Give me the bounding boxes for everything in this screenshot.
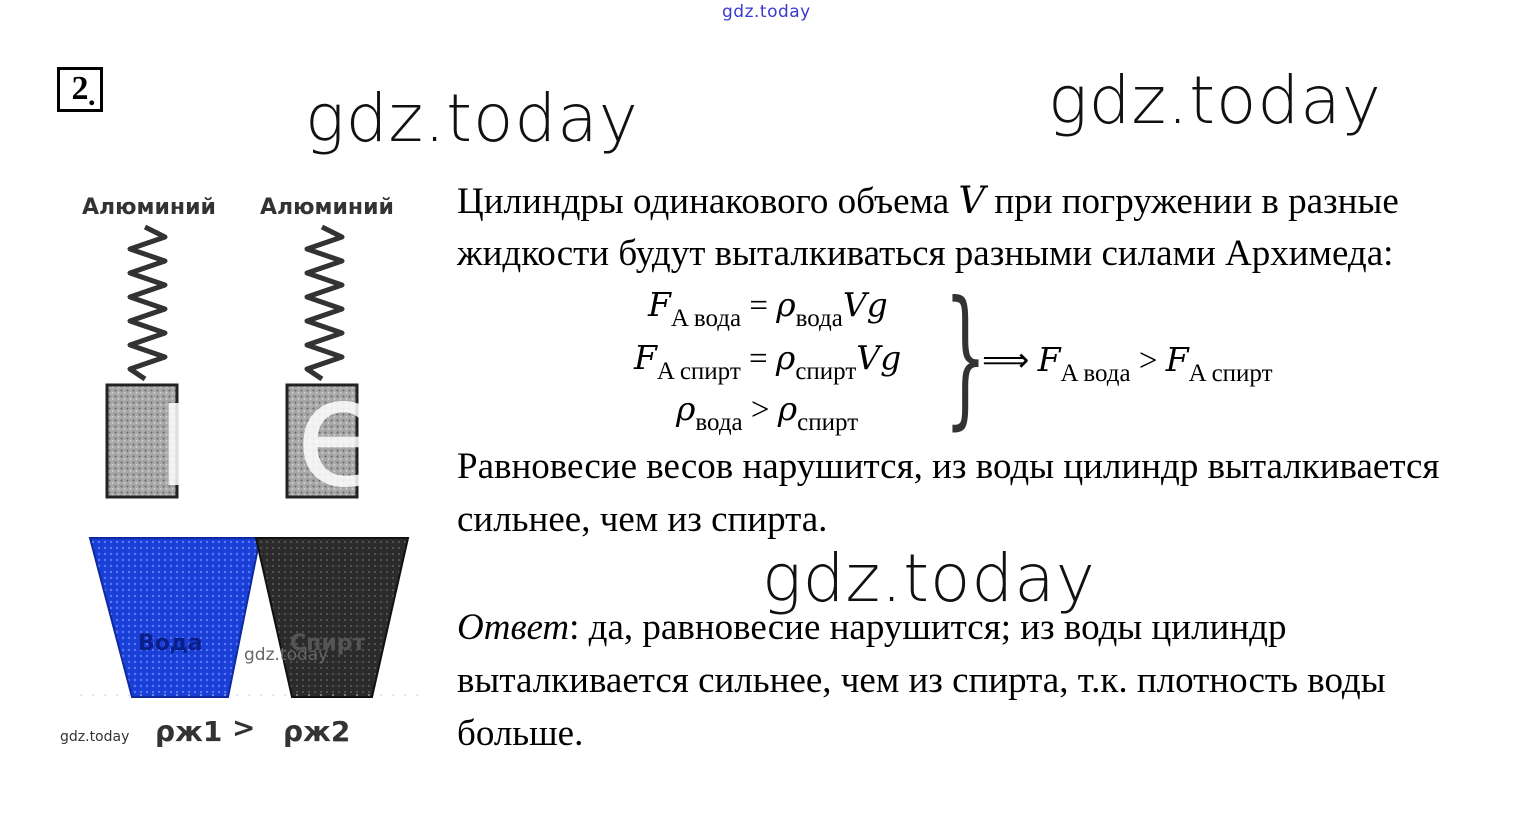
- res-rhs-subscript: A спирт: [1188, 360, 1273, 387]
- right-material-label: Алюминий: [260, 195, 394, 220]
- density-right: ρж2: [283, 715, 351, 748]
- answer-line-1-rest: : да, равновесие нарушится; из воды цилиндр: [569, 607, 1287, 648]
- watermark-large-right: gdz.today: [1048, 62, 1382, 139]
- svg-text:r: r: [155, 347, 217, 521]
- formula-spirit-force: [634, 338, 902, 385]
- watermark-top: gdz.today: [722, 2, 811, 22]
- formula-density-compare: [676, 389, 859, 436]
- f2-rho: ρ: [775, 338, 796, 377]
- answer-line-3: больше.: [457, 713, 584, 754]
- spirit-vessel: [256, 538, 408, 697]
- problem-number-dot: .: [88, 79, 96, 112]
- f1-subscript: A вода: [670, 305, 742, 332]
- res-lhs-subscript: A вода: [1060, 360, 1131, 387]
- intro-line-2: жидкости будут выталкиваться разными силами Архимеда:: [457, 233, 1394, 274]
- answer-line-2: выталкивается сильнее, чем из спирта, т.к. плотность воды: [457, 660, 1386, 701]
- f3-rho-a: ρ: [676, 389, 696, 428]
- f2-subscript: A спирт: [656, 358, 741, 385]
- left-material-label: Алюминий: [82, 195, 216, 220]
- watermark-large-left: gdz.today: [305, 80, 639, 157]
- answer-label: Ответ: [457, 607, 570, 648]
- res-sign: >: [1138, 343, 1158, 379]
- formula-result: [982, 340, 1273, 387]
- spirit-label: Спирт: [290, 631, 366, 656]
- density-sign: >: [232, 711, 256, 744]
- intro-line-1-b: при погружении в разные: [994, 181, 1399, 222]
- watermark-small-bottom-left: gdz.today: [60, 729, 130, 745]
- res-rhs: F: [1165, 340, 1189, 379]
- f2-symbol: F: [634, 338, 657, 377]
- volume-variable: V: [958, 179, 986, 222]
- res-lhs: F: [1037, 340, 1061, 379]
- f2-rho-subscript: спирт: [795, 358, 857, 385]
- conclusion-line-2: сильнее, чем из спирта.: [457, 499, 828, 540]
- f2-equals: =: [749, 341, 768, 377]
- f3-rho-b: ρ: [777, 389, 798, 428]
- f1-symbol: F: [648, 285, 671, 324]
- f3-sub-a: вода: [695, 409, 743, 436]
- watermark-large-center: gdz.today: [762, 540, 1096, 617]
- f1-vg: Vg: [842, 285, 888, 324]
- conclusion-line-1: Равновесие весов нарушится, из воды цилиндр выталкивается: [457, 446, 1440, 487]
- f3-sign: >: [750, 392, 770, 428]
- implies-arrow: ⟹: [982, 343, 1030, 379]
- right-brace: }: [944, 270, 987, 444]
- f1-rho: ρ: [776, 285, 796, 324]
- illustration-graphics: [60, 185, 430, 765]
- answer-line-1: [457, 601, 1286, 654]
- f2-vg: Vg: [856, 338, 902, 377]
- f1-equals: =: [749, 288, 768, 324]
- watermark-in-image: gdz.today: [244, 645, 329, 665]
- svg-text:e: e: [295, 347, 388, 521]
- problem-number: 2: [57, 67, 103, 112]
- intro-line-1: [457, 174, 1399, 228]
- f3-sub-b: спирт: [797, 409, 859, 436]
- water-label: Вода: [138, 631, 203, 656]
- f1-rho-subscript: вода: [795, 305, 843, 332]
- density-left: ρж1: [155, 715, 223, 748]
- formula-water-force: [648, 285, 888, 332]
- water-vessel: [90, 538, 260, 697]
- intro-line-1-a: Цилиндры одинакового объема: [457, 181, 950, 222]
- scales-illustration: [60, 185, 430, 765]
